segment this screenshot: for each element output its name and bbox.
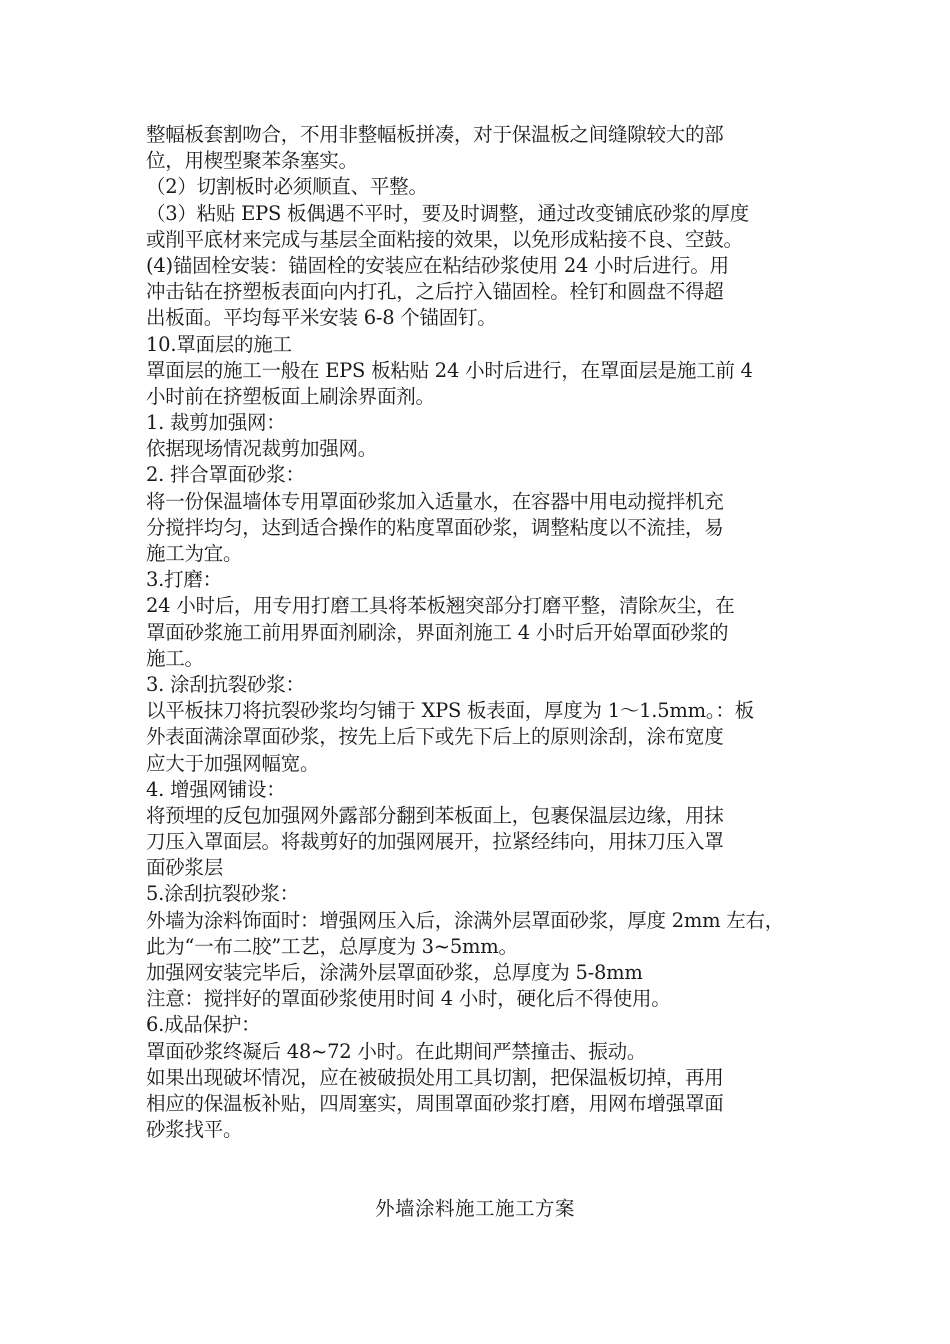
- text-line: (4)锚固栓安装：锚固栓的安装应在粘结砂浆使用 24 小时后进行。用: [146, 253, 729, 277]
- text-line: 刀压入罩面层。将裁剪好的加强网展开，拉紧经纬向，用抹刀压入罩: [146, 830, 724, 854]
- step-heading: 6.成品保护：: [146, 1013, 261, 1037]
- text-line: 分搅拌均匀，达到适合操作的粘度罩面砂浆，调整粘度以不流挂，易: [146, 515, 724, 539]
- text-line: 24 小时后，用专用打磨工具将苯板翘突部分打磨平整，清除灰尘，在: [146, 594, 735, 618]
- text-line: 或削平底材来完成与基层全面粘接的效果，以免形成粘接不良、空鼓。: [146, 227, 743, 251]
- text-line: 小时前在挤塑板面上刷涂界面剂。: [146, 384, 435, 408]
- text-line: 应大于加强网幅宽。: [146, 751, 320, 775]
- text-line: 罩面砂浆终凝后 48~72 小时。在此期间严禁撞击、振动。: [146, 1039, 647, 1063]
- text-line: 如果出现破坏情况，应在被破损处用工具切割，把保温板切掉，再用: [146, 1065, 724, 1089]
- text-line: 冲击钻在挤塑板表面向内打孔，之后拧入锚固栓。栓钉和圆盘不得超: [146, 280, 724, 304]
- step-heading: 1. 裁剪加强网：: [146, 411, 286, 435]
- text-line: 相应的保温板补贴，四周塞实，周围罩面砂浆打磨，用网布增强罩面: [146, 1091, 724, 1115]
- text-line: 面砂浆层: [146, 856, 224, 880]
- text-line: 以平板抹刀将抗裂砂浆均匀铺于 XPS 板表面，厚度为 1～1.5mm。：板: [146, 699, 754, 723]
- text-line: 施工为宜。: [146, 542, 243, 565]
- text-line: 外墙为涂料饰面时：增强网压入后，涂满外层罩面砂浆，厚度 2mm 左右，: [146, 908, 785, 932]
- text-line: 外表面满涂罩面砂浆，按先上后下或先下后上的原则涂刮，涂布宽度: [146, 725, 724, 749]
- text-line: 此为“一布二胶”工艺，总厚度为 3~5mm。: [146, 934, 518, 958]
- step-heading: 3.打磨：: [146, 568, 222, 592]
- text-line: （3）粘贴 EPS 板偶遇不平时，要及时调整，通过改变铺底砂浆的厚度: [146, 201, 750, 225]
- text-line: 位，用楔型聚苯条塞实。: [146, 149, 358, 173]
- step-heading: 4. 增强网铺设：: [146, 777, 286, 801]
- next-section-title: 外墙涂料施工施工方案: [374, 1197, 575, 1220]
- step-heading: 2. 拌合罩面砂浆：: [146, 463, 305, 487]
- document-body: [146, 122, 826, 1143]
- text-line: 依据现场情况裁剪加强网。: [146, 437, 378, 461]
- section-heading: 10.罩面层的施工: [146, 332, 292, 356]
- text-line: 施工。: [146, 646, 204, 670]
- step-heading: 3. 涂刮抗裂砂浆：: [146, 672, 305, 696]
- text-line: 罩面层的施工一般在 EPS 板粘贴 24 小时后进行，在罩面层是施工前 4: [146, 358, 753, 382]
- step-heading: 5.涂刮抗裂砂浆：: [146, 882, 299, 906]
- text-line: 将一份保温墙体专用罩面砂浆加入适量水，在容器中用电动搅拌机充: [146, 489, 724, 513]
- text-line: 砂浆找平。: [146, 1118, 243, 1142]
- text-line: 注意：搅拌好的罩面砂浆使用时间 4 小时，硬化后不得使用。: [146, 987, 671, 1011]
- text-line: （2）切割板时必须顺直、平整。: [146, 175, 428, 199]
- text-line: 出板面。平均每平米安装 6-8 个锚固钉。: [146, 306, 497, 330]
- text-line: 整幅板套割吻合，不用非整幅板拼凑，对于保温板之间缝隙较大的部: [146, 123, 724, 146]
- text-line: 将预埋的反包加强网外露部分翻到苯板面上，包裹保温层边缘，用抹: [146, 803, 724, 827]
- text-line: 罩面砂浆施工前用界面剂刷涂，界面剂施工 4 小时后开始罩面砂浆的: [146, 620, 729, 644]
- text-line: 加强网安装完毕后，涂满外层罩面砂浆，总厚度为 5-8mm: [146, 961, 643, 984]
